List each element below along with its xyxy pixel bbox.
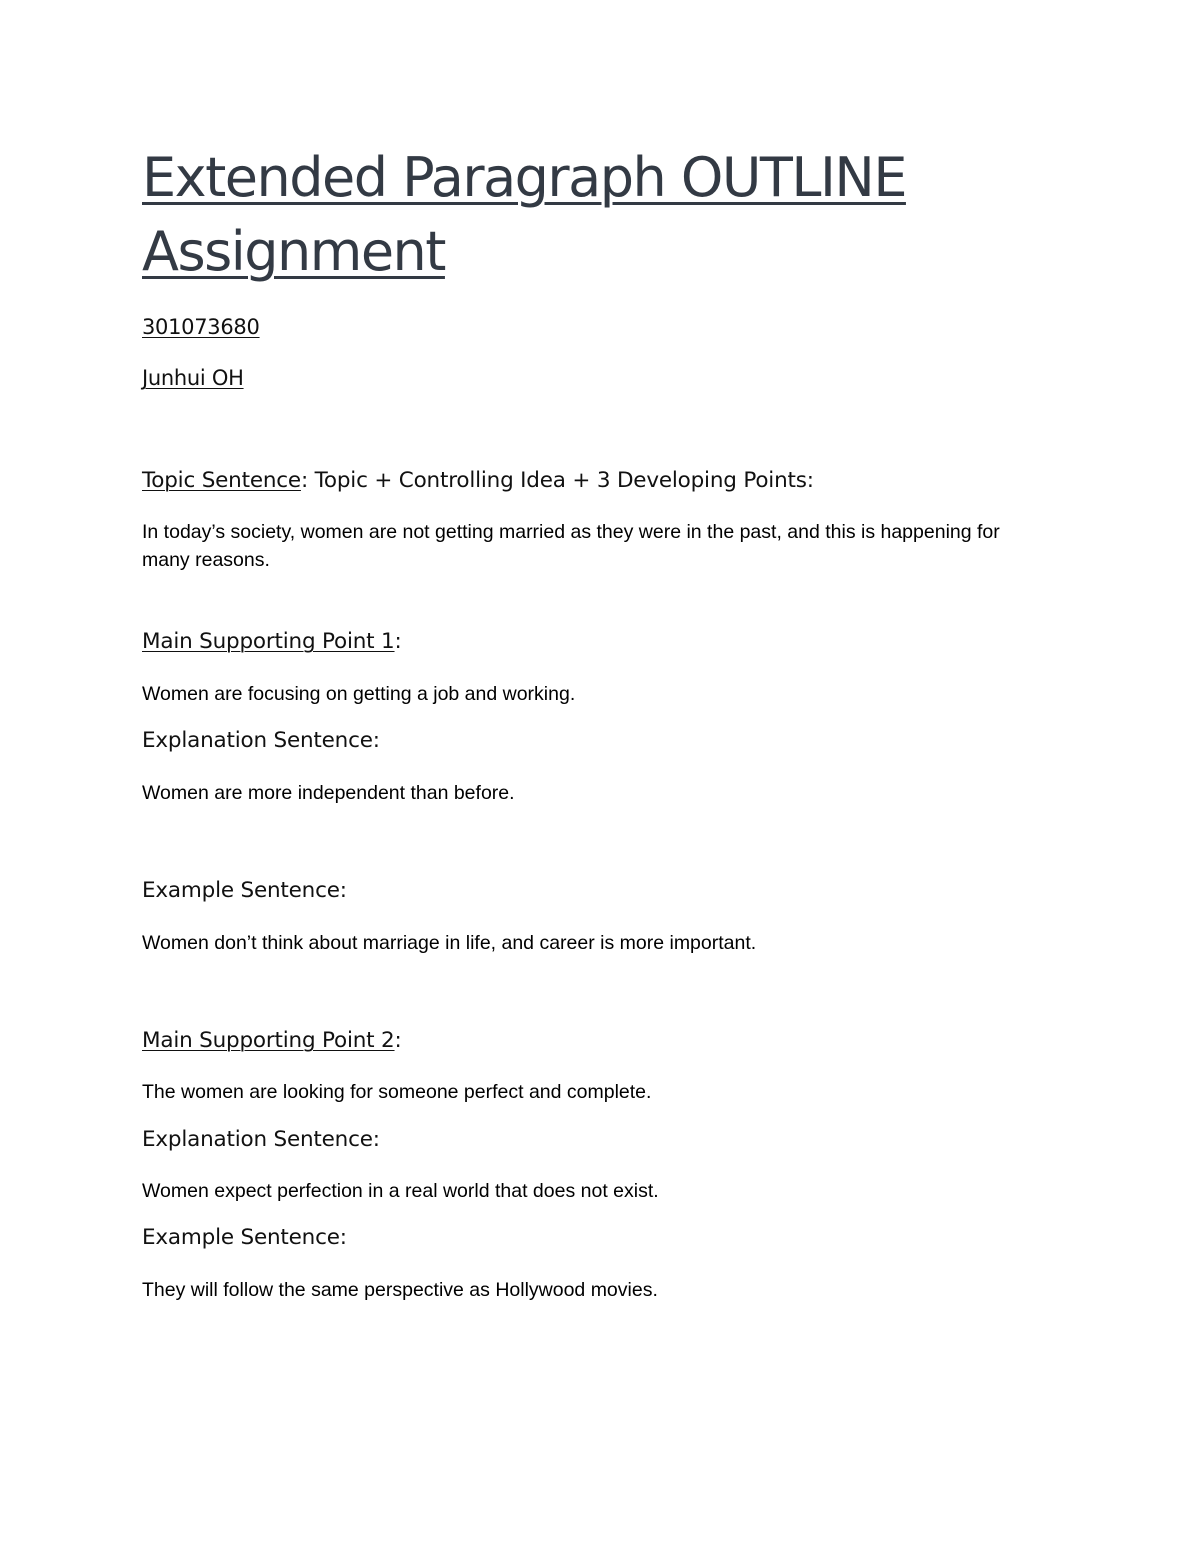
point1-explanation-heading: Explanation Sentence: — [142, 728, 380, 753]
point2-example-heading: Example Sentence: — [142, 1225, 347, 1250]
point2-example-text: They will follow the same perspective as Hollywood movies. — [142, 1279, 658, 1301]
title-line-2: Assignment — [142, 220, 445, 283]
point1-example-text: Women don’t think about marriage in life, and career is more important. — [142, 932, 757, 954]
point1-heading-label: Main Supporting Point 1 — [142, 629, 395, 654]
point2-explanation-heading: Explanation Sentence: — [142, 1127, 380, 1152]
topic-sentence-text: In today’s society, women are not getting married as they were in the past, and this is happening for many reasons. — [142, 521, 1000, 571]
point1-explanation-text: Women are more independent than before. — [142, 782, 515, 804]
topic-heading-rest: : Topic + Controlling Idea + 3 Developing Points: — [300, 468, 814, 493]
topic-heading-label: Topic Sentence — [142, 468, 301, 493]
point2-heading-label: Main Supporting Point 2 — [142, 1028, 395, 1053]
point1-example-heading: Example Sentence: — [142, 878, 347, 903]
title-line-1: Extended Paragraph OUTLINE — [142, 146, 906, 209]
point2-text: The women are looking for someone perfect and complete. — [142, 1081, 652, 1103]
point2-heading-colon: : — [394, 1028, 402, 1053]
point1-heading — [142, 627, 402, 657]
student-id: 301073680 — [142, 315, 260, 339]
point1-text: Women are focusing on getting a job and working. — [142, 683, 576, 705]
point2-heading — [142, 1026, 402, 1056]
student-name: Junhui OH — [142, 366, 244, 390]
topic-heading — [142, 466, 814, 496]
point2-explanation-text: Women expect perfection in a real world that does not exist. — [142, 1180, 659, 1202]
point1-heading-colon: : — [394, 629, 402, 654]
